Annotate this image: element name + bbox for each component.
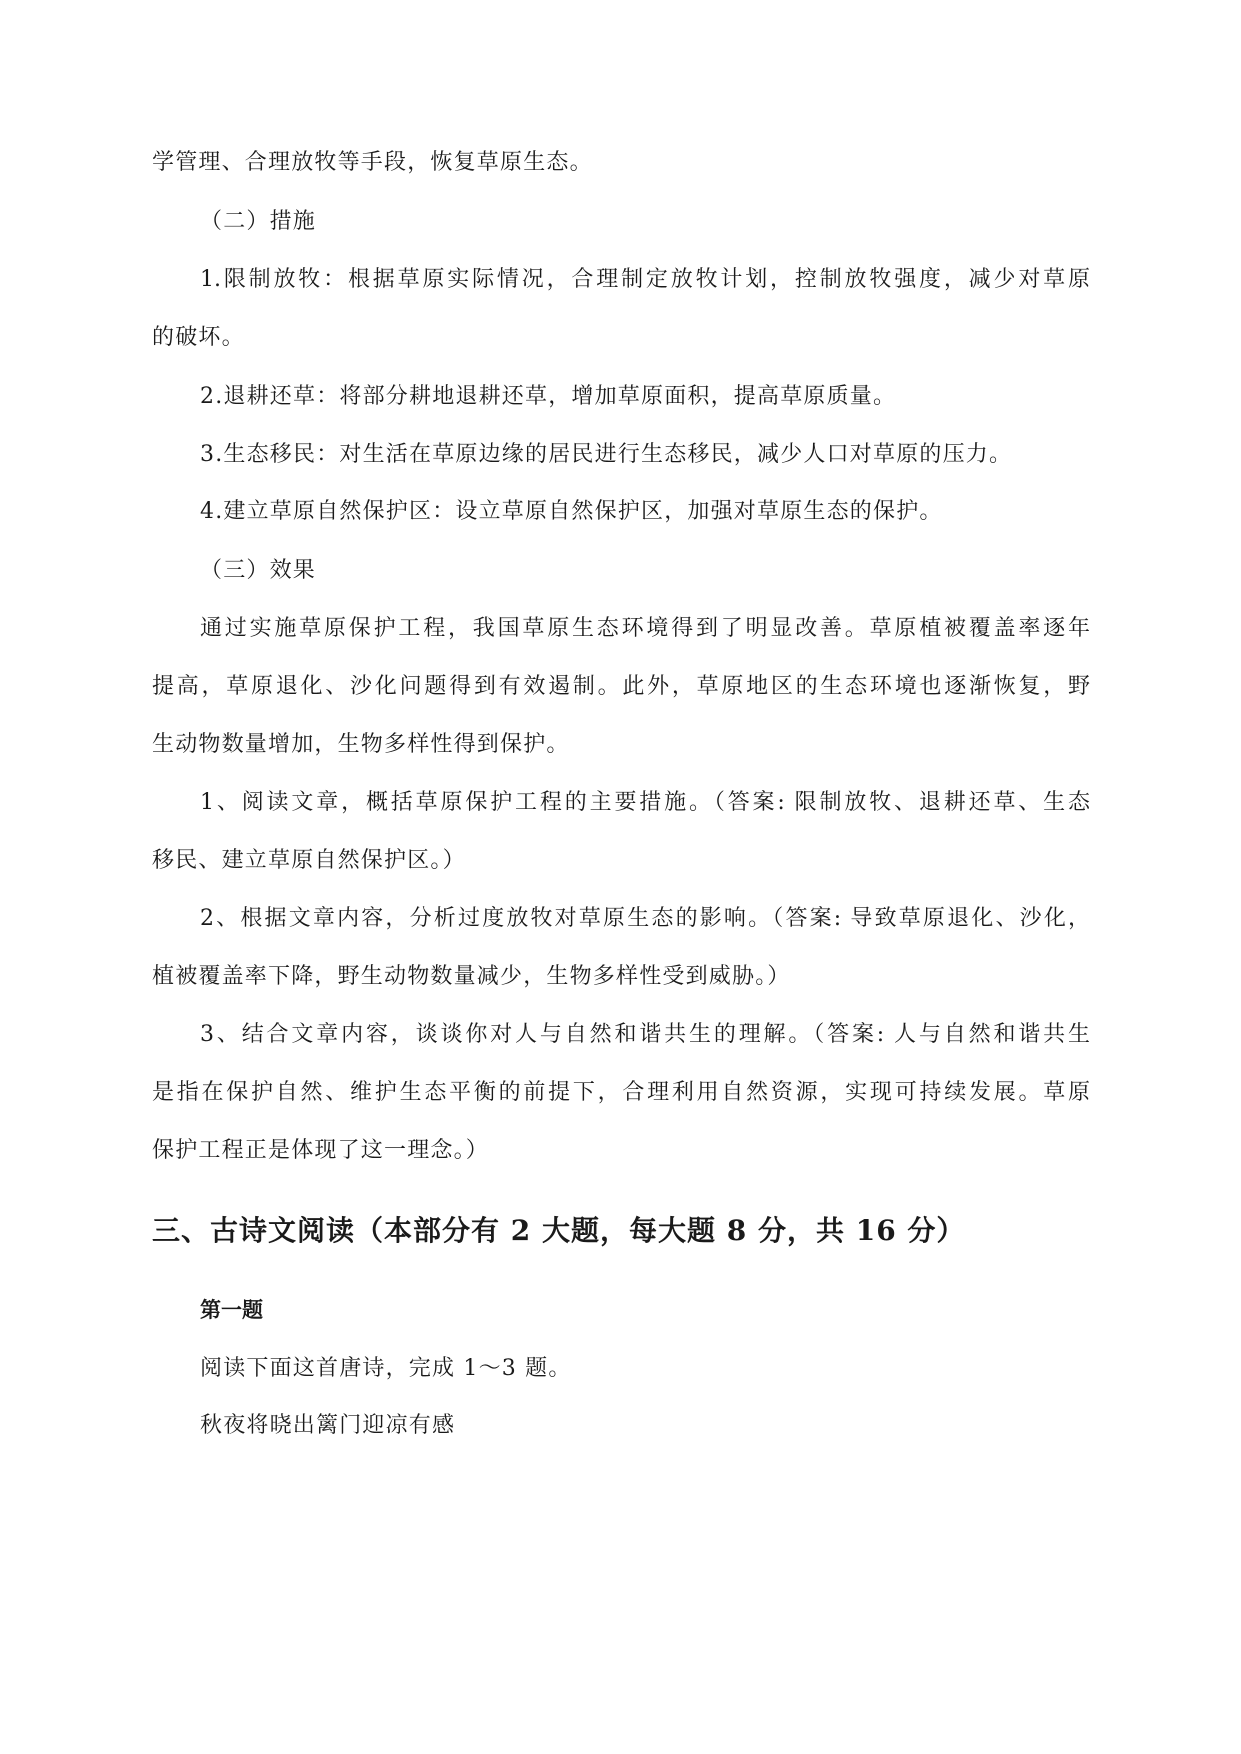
question-line: 1、阅读文章，概括草原保护工程的主要措施。（答案: 限制放牧、退耕还草、生态 [200, 790, 1090, 815]
paragraph-line: 通过实施草原保护工程，我国草原生态环境得到了明显改善。草原植被覆盖率逐年 [200, 616, 1090, 641]
section-heading: 三、古诗文阅读（本部分有 2 大题，每大题 8 分，共 16 分） [152, 1214, 966, 1247]
paragraph-line: 的破坏。 [152, 325, 245, 350]
paragraph-line: 2.退耕还草：将部分耕地退耕还草，增加草原面积，提高草原质量。 [200, 384, 897, 409]
subsection-heading-measures: （二）措施 [200, 209, 317, 234]
sub-heading: 第一题 [200, 1297, 263, 1322]
paragraph-line: 4.建立草原自然保护区：设立草原自然保护区，加强对草原生态的保护。 [200, 499, 943, 524]
paragraph-line: 提高，草原退化、沙化问题得到有效遏制。此外，草原地区的生态环境也逐渐恢复，野 [152, 674, 1090, 699]
question-line: 植被覆盖率下降，野生动物数量减少，生物多样性受到威胁。） [152, 964, 791, 989]
poem-title: 秋夜将晓出篱门迎凉有感 [200, 1413, 456, 1438]
paragraph-line: 学管理、合理放牧等手段，恢复草原生态。 [152, 150, 593, 175]
subsection-heading-effects: （三）效果 [200, 558, 317, 583]
paragraph-line: 生动物数量增加，生物多样性得到保护。 [152, 732, 570, 757]
question-line: 是指在保护自然、维护生态平衡的前提下，合理利用自然资源，实现可持续发展。草原 [152, 1080, 1090, 1105]
question-line: 移民、建立草原自然保护区。） [152, 848, 466, 873]
question-line: 3、结合文章内容，谈谈你对人与自然和谐共生的理解。（答案: 人与自然和谐共生 [200, 1022, 1090, 1047]
instruction-line: 阅读下面这首唐诗，完成 1～3 题。 [200, 1356, 572, 1381]
paragraph-line: 1.限制放牧：根据草原实际情况，合理制定放牧计划，控制放牧强度，减少对草原 [200, 267, 1090, 292]
paragraph-line: 3.生态移民：对生活在草原边缘的居民进行生态移民，减少人口对草原的压力。 [200, 442, 1013, 467]
question-line: 保护工程正是体现了这一理念。） [152, 1138, 490, 1163]
question-line: 2、根据文章内容，分析过度放牧对草原生态的影响。（答案: 导致草原退化、沙化， [200, 906, 1090, 931]
